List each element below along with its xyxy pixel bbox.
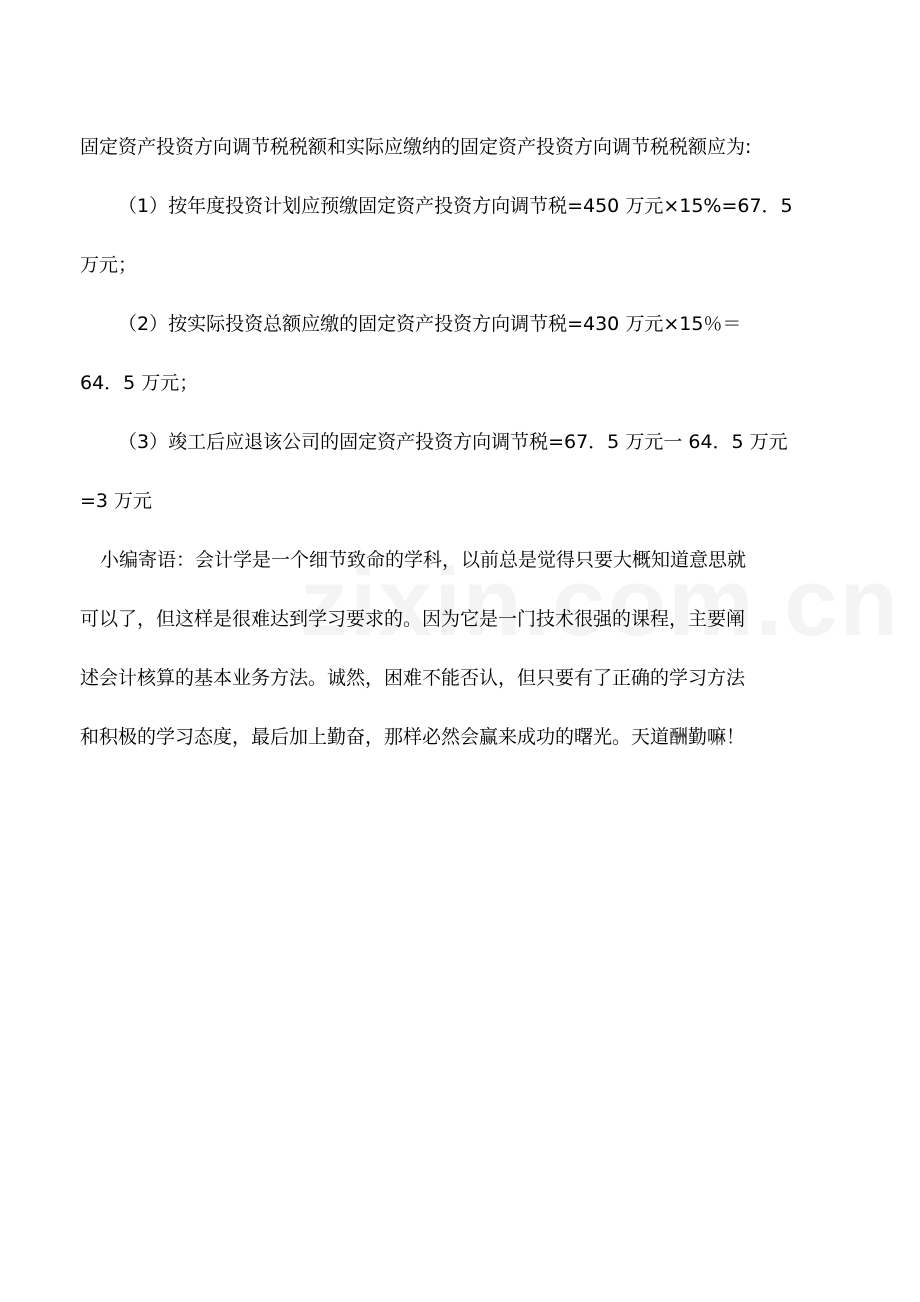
editor-note-line-3: 述会计核算的基本业务方法。诚然，困难不能否认，但只要有了正确的学习方法 [80, 667, 746, 689]
item-3-line-1: （3）竣工后应退该公司的固定资产投资方向调节税=67．5 万元一 64．5 万元 [118, 431, 788, 453]
item-2-line-1: （2）按实际投资总额应缴的固定资产投资方向调节税=430 万元×15％＝ [118, 313, 742, 335]
document-body [80, 118, 842, 767]
item-1-line-1: （1）按年度投资计划应预缴固定资产投资方向调节税=450 万元×15%=67．5 [118, 195, 793, 217]
item-1-line-2: 万元； [80, 254, 138, 276]
editor-note-line-2: 可以了，但这样是很难达到学习要求的。因为它是一门技术很强的课程，主要阐 [80, 608, 746, 630]
paragraph-intro: 固定资产投资方向调节税税额和实际应缴纳的固定资产投资方向调节税税额应为: [80, 136, 752, 158]
editor-note-line-1: 小编寄语：会计学是一个细节致命的学科，以前总是觉得只要大概知道意思就 [100, 549, 747, 571]
item-3-line-2: =3 万元 [80, 490, 153, 512]
item-2-line-2: 64．5 万元； [80, 372, 199, 394]
editor-note-line-4: 和积极的学习态度，最后加上勤奋，那样必然会赢来成功的曙光。天道酬勤嘛！ [80, 726, 746, 748]
